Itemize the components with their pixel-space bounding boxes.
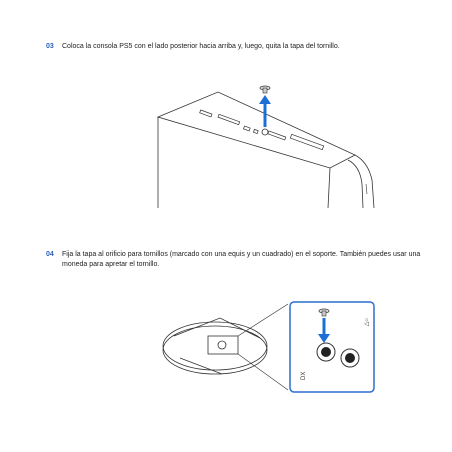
side-marking: [366, 184, 367, 194]
step-text: Fija la tapa al orificio para tornillos (marcado con una equis y un cuadrado) en el soporte. También puedes usar una moneda para apretar el tornillo.: [62, 251, 421, 268]
screw-cover-icon: [260, 86, 270, 93]
console-side-panel-inner: [348, 160, 363, 208]
step-number: 04: [46, 251, 54, 258]
leader-line-top: [238, 304, 288, 336]
step-03: [46, 42, 438, 54]
console-side-panel: [355, 155, 374, 208]
stand-marking-symbols: ○▽: [363, 318, 369, 327]
stand-screw-hole-icon: [218, 341, 226, 349]
stand-marking-dx: DX: [301, 371, 307, 380]
screw-hole-icon: [262, 129, 268, 135]
console-front-edge: [328, 168, 330, 208]
arrow-up-icon: [259, 95, 271, 127]
stand-illustration: [160, 298, 382, 396]
console-back-illustration: [150, 80, 390, 210]
screw-hole-square-center: [345, 353, 355, 363]
screw-hole-x-center: [321, 347, 331, 357]
step-number: 03: [46, 43, 54, 50]
stand-base: [163, 318, 267, 374]
console-ports: [200, 110, 324, 150]
step-04: [46, 250, 438, 274]
step-text: Coloca la consola PS5 con el lado posterior hacia arriba y, luego, quita la tapa del tornillo.: [62, 43, 340, 50]
